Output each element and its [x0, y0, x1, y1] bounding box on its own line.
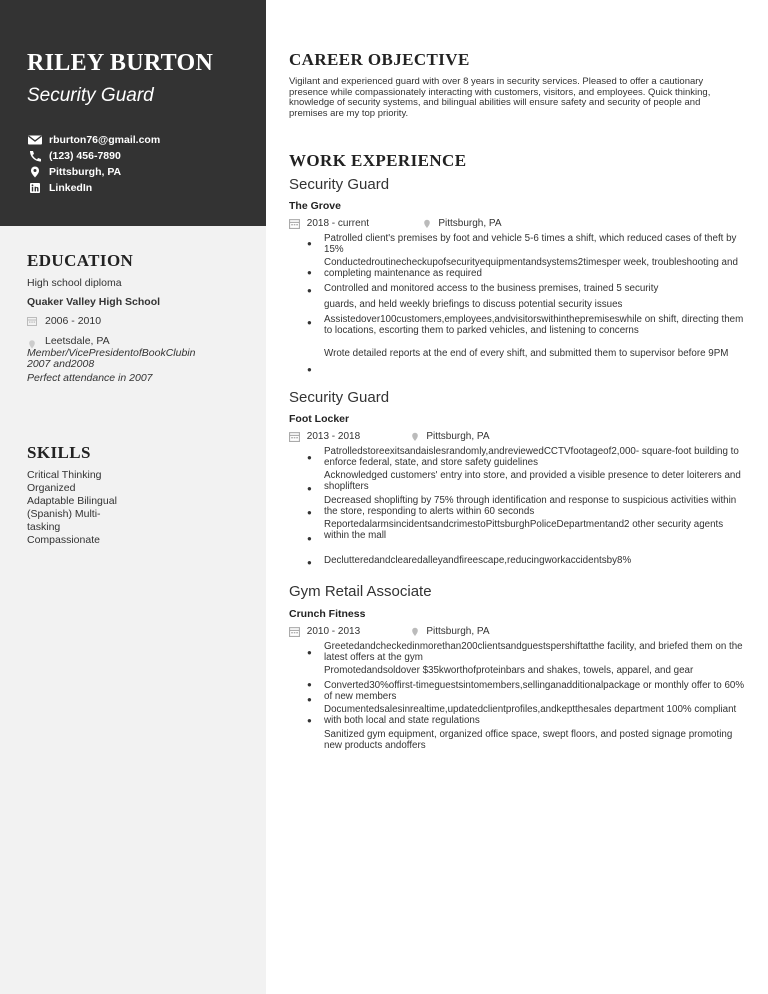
applicant-role: Security Guard	[27, 85, 154, 106]
experience-heading: WORK EXPERIENCE	[289, 151, 467, 170]
education-note-line1: Member/VicePresidentofBookClubin	[27, 347, 196, 359]
education-note-line2: 2007 and2008	[27, 358, 95, 370]
skills-heading: SKILLS	[27, 443, 91, 462]
map-pin-icon	[410, 431, 420, 442]
education-school: Quaker Valley High School	[27, 296, 161, 308]
job-company: Foot Locker	[289, 413, 350, 425]
calendar-icon	[289, 626, 300, 637]
education-dates-text: 2006 - 2010	[45, 315, 102, 327]
job-dates: 2018 - current	[306, 218, 370, 230]
job-company: Crunch Fitness	[289, 608, 366, 620]
contact-email[interactable]	[27, 134, 160, 146]
education-location-text: Leetsdale, PA	[45, 334, 110, 347]
calendar-icon	[289, 431, 300, 442]
skill-item: (Spanish) Multi-	[27, 508, 101, 520]
job-title: Security Guard	[289, 389, 390, 406]
job-title: Gym Retail Associate	[289, 583, 432, 600]
map-pin-icon	[422, 218, 432, 229]
phone-icon	[27, 150, 43, 162]
skill-item: Adaptable Bilingual	[27, 495, 117, 507]
job-company: The Grove	[289, 200, 341, 212]
map-pin-icon	[410, 626, 420, 637]
job-location: Pittsburgh, PA	[426, 431, 490, 443]
job-location: Pittsburgh, PA	[426, 626, 490, 638]
education-dates	[27, 315, 101, 327]
applicant-name: RILEY BURTON	[27, 50, 214, 76]
education-note-bookclub	[27, 348, 195, 370]
skill-item: Compassionate	[27, 534, 100, 546]
job-meta	[289, 218, 502, 229]
job-dates: 2013 - 2018	[306, 431, 361, 443]
job-location: Pittsburgh, PA	[438, 218, 502, 230]
contact-location	[27, 166, 121, 178]
contact-location-text: Pittsburgh, PA	[49, 166, 122, 179]
contact-linkedin-text: LinkedIn	[49, 182, 93, 195]
job-meta	[289, 626, 490, 637]
skills-list	[27, 469, 117, 547]
envelope-icon	[27, 134, 43, 146]
skill-item: Organized	[27, 482, 76, 494]
education-note-attendance: Perfect attendance in 2007	[27, 372, 153, 384]
linkedin-icon	[27, 182, 43, 194]
skill-item: Critical Thinking	[27, 469, 102, 481]
contact-phone-text: (123) 456-7890	[49, 150, 121, 163]
education-heading: EDUCATION	[27, 251, 134, 270]
calendar-icon	[27, 316, 37, 326]
contact-linkedin[interactable]	[27, 182, 92, 194]
education-degree: High school diploma	[27, 277, 122, 289]
skill-item: tasking	[27, 521, 61, 533]
contact-phone[interactable]	[27, 150, 121, 162]
map-pin-icon	[27, 166, 43, 178]
job-meta	[289, 431, 490, 442]
objective-text: Vigilant and experienced guard with over 8 years in security services. Pleased to offer a cautionary presence while compassionately interacting with customers, visitors, and employees. Quick thinking, knowledge of security systems, and bilingual abilities will ensure safety and security of people and premises are my top priority.	[289, 76, 711, 119]
calendar-icon	[289, 218, 300, 229]
objective-heading: CAREER OBJECTIVE	[289, 50, 470, 69]
job-dates: 2010 - 2013	[306, 626, 361, 638]
job-title: Security Guard	[289, 176, 390, 193]
contact-email-text: rburton76@gmail.com	[49, 134, 161, 147]
